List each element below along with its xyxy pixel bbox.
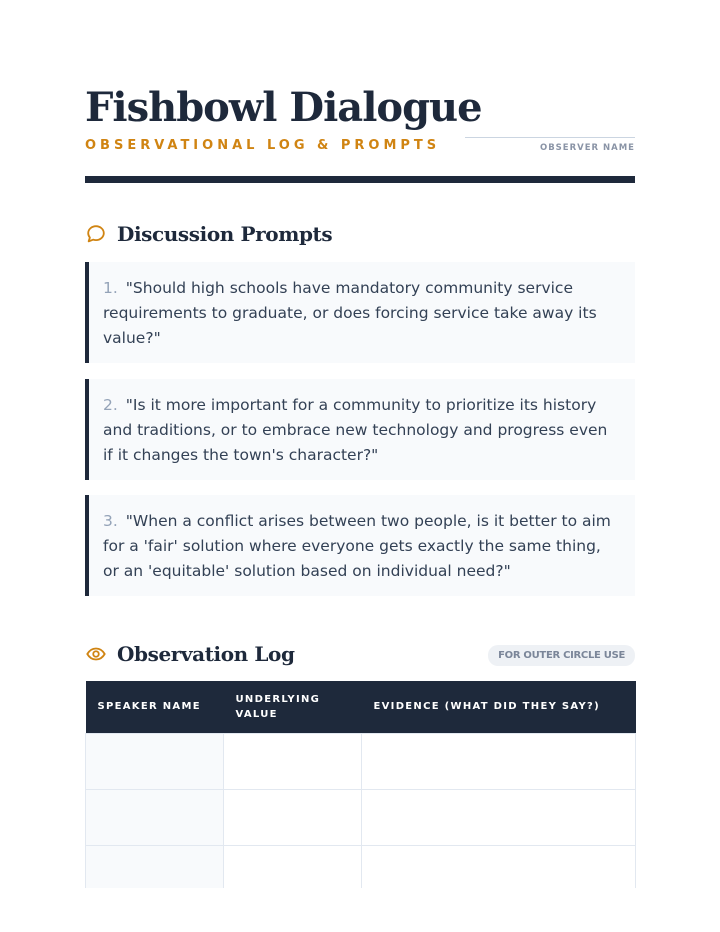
underlying-value-cell[interactable] [224,789,362,845]
observer-name-label: OBSERVER NAME [539,143,635,153]
page-subtitle: OBSERVATIONAL LOG & PROMPTS [85,138,441,153]
prompt-number: 2. [103,396,118,414]
eye-icon [85,643,107,665]
outer-circle-badge: FOR OUTER CIRCLE USE [488,645,635,666]
prompt-card [85,495,635,596]
observer-name-field[interactable] [465,137,635,153]
evidence-cell[interactable] [362,733,636,789]
page-title: Fishbowl Dialogue [85,84,482,131]
column-header-speaker: SPEAKER NAME [86,681,224,733]
prompt-card [85,262,635,363]
column-header-value: UNDERLYING VALUE [224,681,362,733]
table-row [86,733,636,789]
observation-log-table [85,681,636,902]
observation-log-title: Observation Log [117,642,295,666]
evidence-cell[interactable] [362,789,636,845]
prompt-text: "Is it more important for a community to prioritize its history and traditions, or to embrace new technology and progress even if it changes the town's character?" [103,396,608,464]
speaker-name-cell[interactable] [86,733,224,789]
header-divider [85,176,635,183]
prompt-number: 1. [103,279,118,297]
prompt-card [85,379,635,480]
speaker-name-cell[interactable] [86,789,224,845]
prompt-number: 3. [103,512,118,530]
underlying-value-cell[interactable] [224,733,362,789]
prompt-text: "Should high schools have mandatory community service requirements to graduate, or does forcing service take away its value?" [103,279,597,347]
prompt-text: "When a conflict arises between two people, is it better to aim for a 'fair' solution where everyone gets exactly the same thing, or an 'equitable' solution based on individual need?" [103,512,611,580]
table-header-row [86,681,636,733]
table-row [86,789,636,845]
speech-bubble-icon [85,223,107,245]
page-header [85,84,635,184]
discussion-prompts-header [85,219,635,249]
page-bottom-crop [0,888,720,932]
column-header-evidence: EVIDENCE (WHAT DID THEY SAY?) [362,681,636,733]
discussion-prompts-title: Discussion Prompts [117,222,333,246]
observation-log-header [85,639,635,669]
